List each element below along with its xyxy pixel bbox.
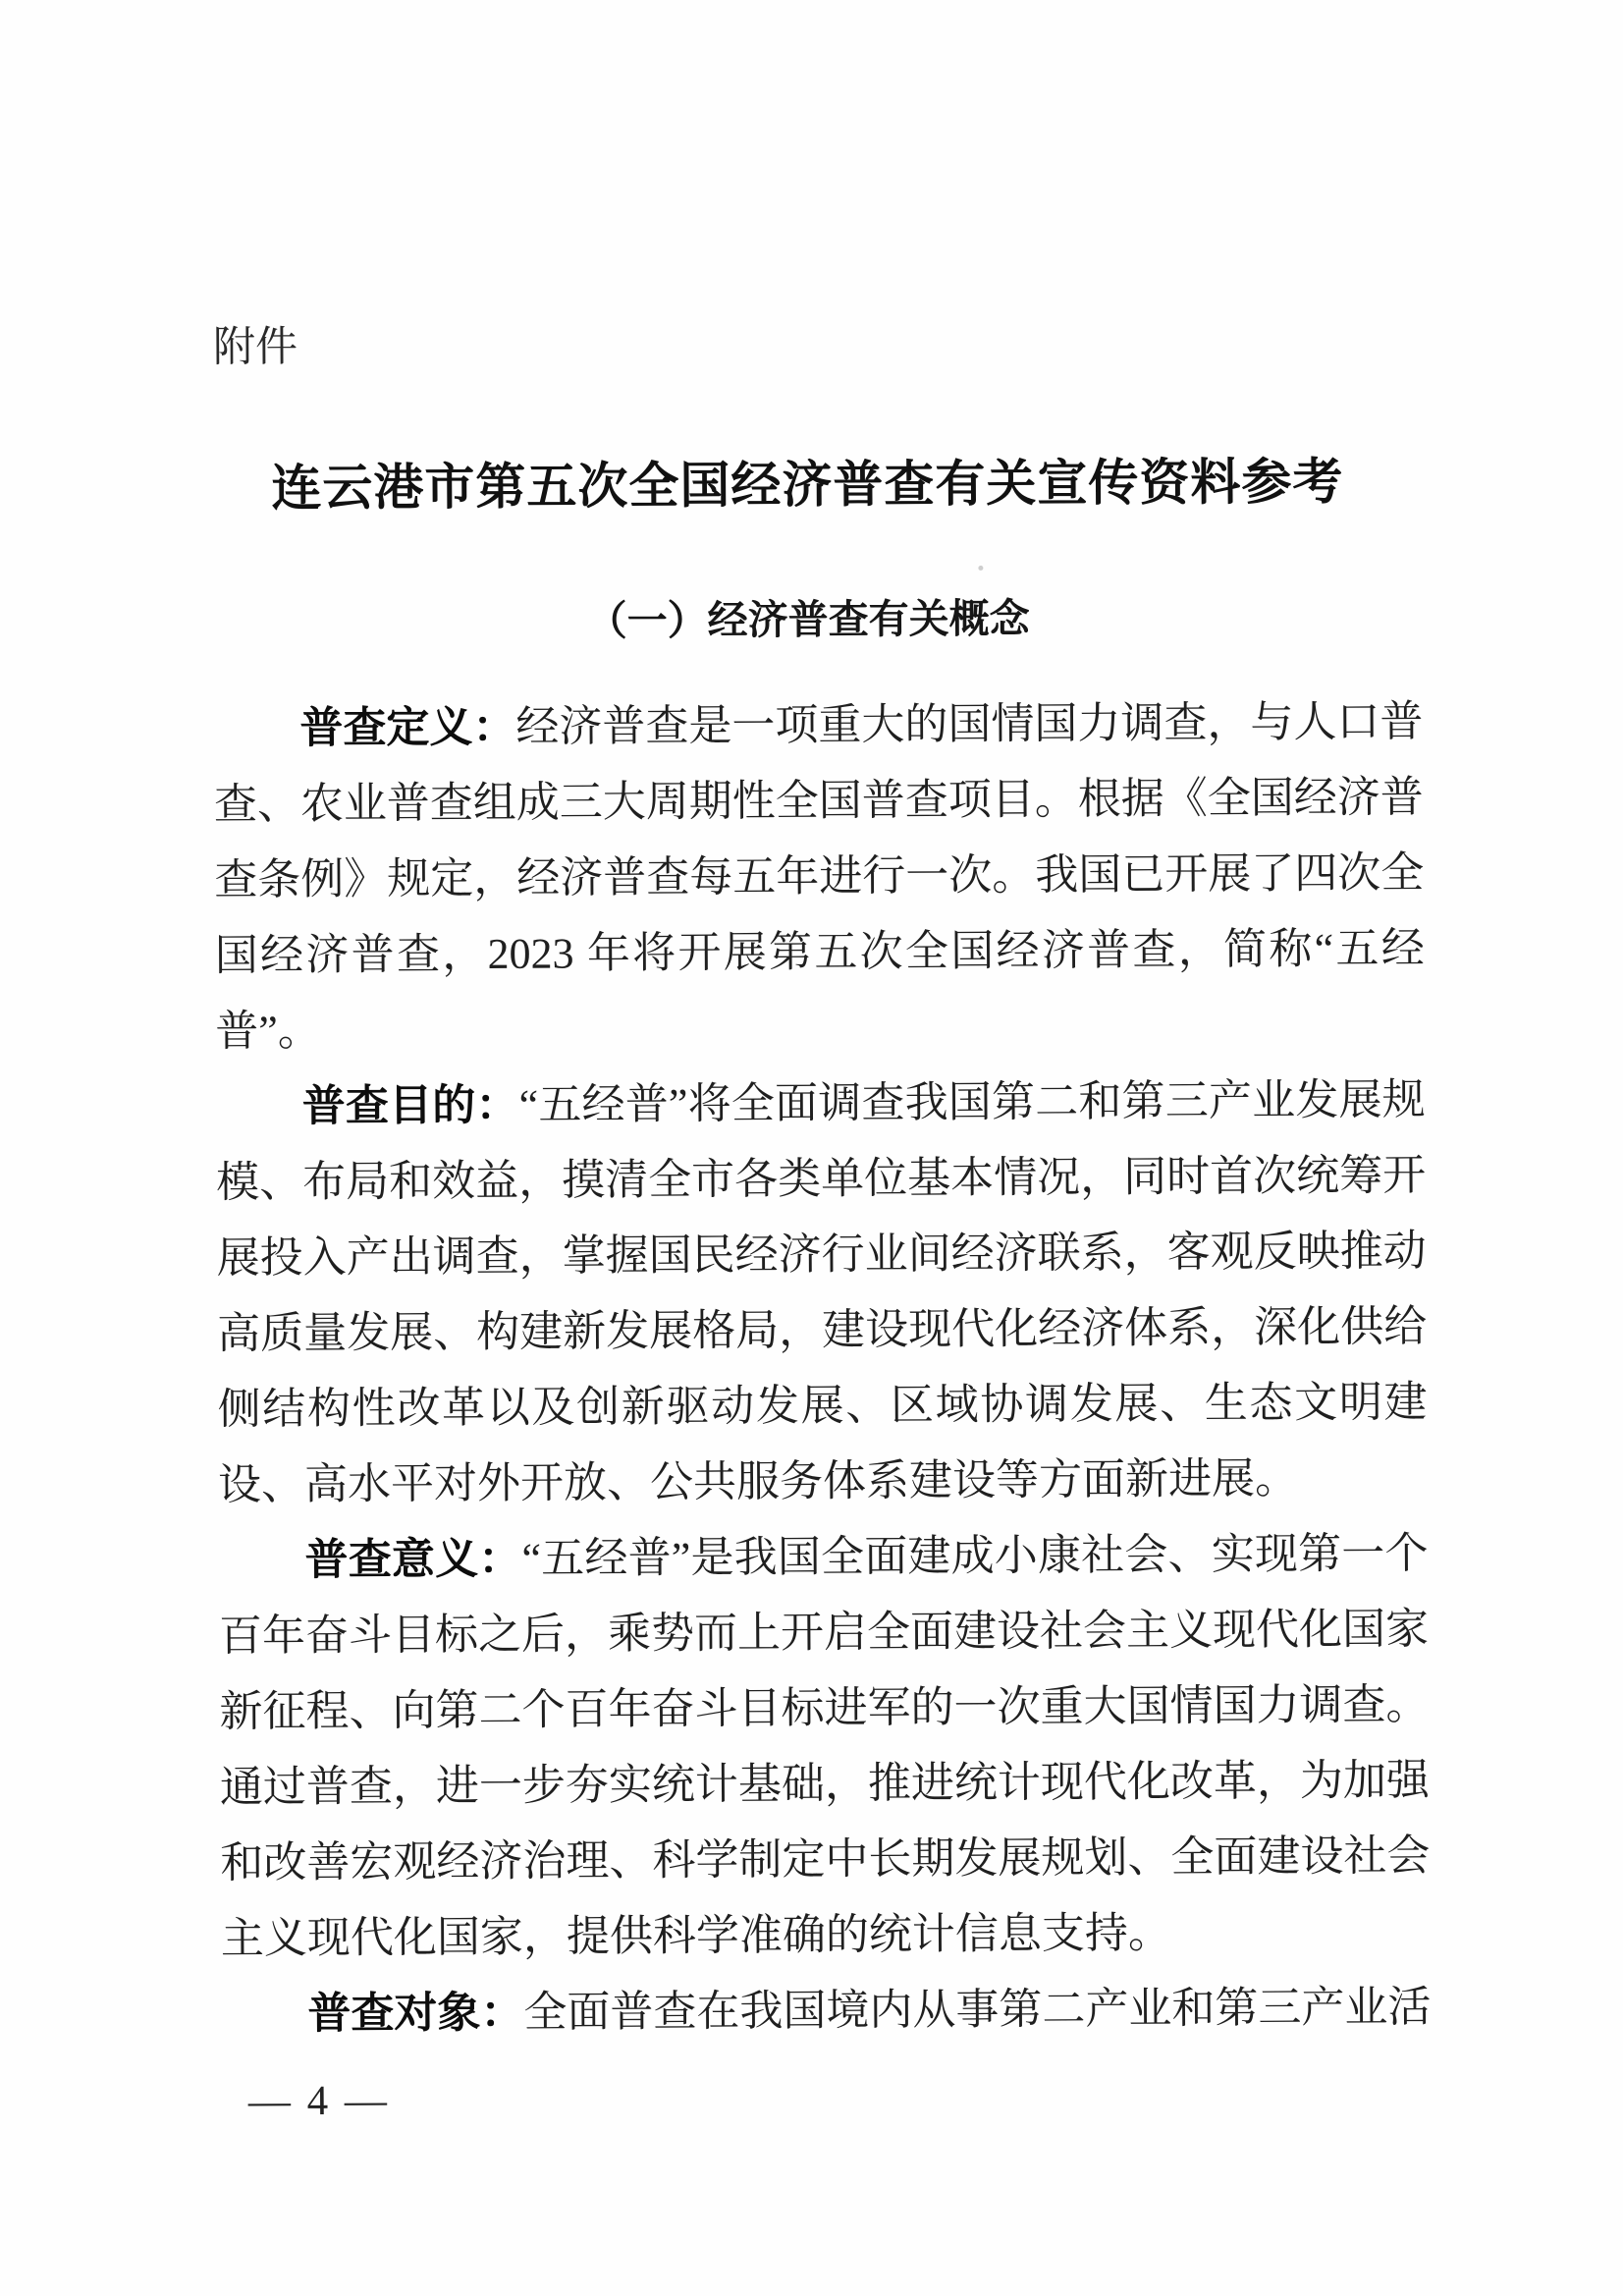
paragraph-census-subjects xyxy=(221,1969,1431,2052)
paragraph-label-significance: 普查意义： xyxy=(304,1534,522,1585)
paragraph-census-purpose xyxy=(215,1062,1428,1523)
paragraph-label-subjects: 普查对象： xyxy=(307,1988,524,2039)
paragraph-text-subjects: 全面普查在我国境内从事第二产业和第三产业活 xyxy=(523,1983,1432,2037)
document-title: 连云港市第五次全国经济普查有关宣传资料参考 xyxy=(271,455,1344,518)
paragraph-text-significance: “五经普”是我国全面建成小康社会、实现第一个百年奋斗目标之后，乘势而上开启全面建设社会主义现代化国家新征程、向第二个百年奋斗目标进军的一次重大国情国力调查。通过普查，进一步夯实统计基础，推进统计现代化改革，为加强和改善宏观经济治理、科学制定中长期发展规划、全面建设社会主义现代化国家，提供科学准确的统计信息支持。 xyxy=(218,1529,1431,1963)
paragraph-census-definition xyxy=(213,683,1425,1069)
paragraph-label-definition: 普查定义： xyxy=(299,702,516,753)
document-body xyxy=(213,683,1431,2052)
page-number: — 4 — xyxy=(247,2077,391,2125)
paragraph-label-purpose: 普查目的： xyxy=(301,1080,519,1131)
paragraph-text-definition: 经济普查是一项重大的国情国力调查，与人口普查、农业普查组成三大周期性全国普查项目。根据《全国经济普查条例》规定，经济普查每五年进行一次。我国已开展了四次全国经济普查，2023 年将开展第五次全国经济普查，简称“五经普”。 xyxy=(213,697,1425,1056)
paragraph-text-purpose: “五经普”将全面调查我国第二和第三产业发展规模、布局和效益，摸清全市各类单位基本情况，同时首次统筹开展投入产出调查，掌握国民经济行业间经济联系，客观反映推动高质量发展、构建新发展格局，建设现代化经济体系，深化供给侧结构性改革以及创新驱动发展、区域协调发展、生态文明建设、高水平对外开放、公共服务体系建设等方面新进展。 xyxy=(216,1075,1428,1509)
attachment-label: 附件 xyxy=(212,323,298,371)
paragraph-census-significance xyxy=(218,1515,1431,1977)
scan-speck xyxy=(978,566,983,571)
section-heading: （一）经济普查有关概念 xyxy=(586,595,1030,644)
